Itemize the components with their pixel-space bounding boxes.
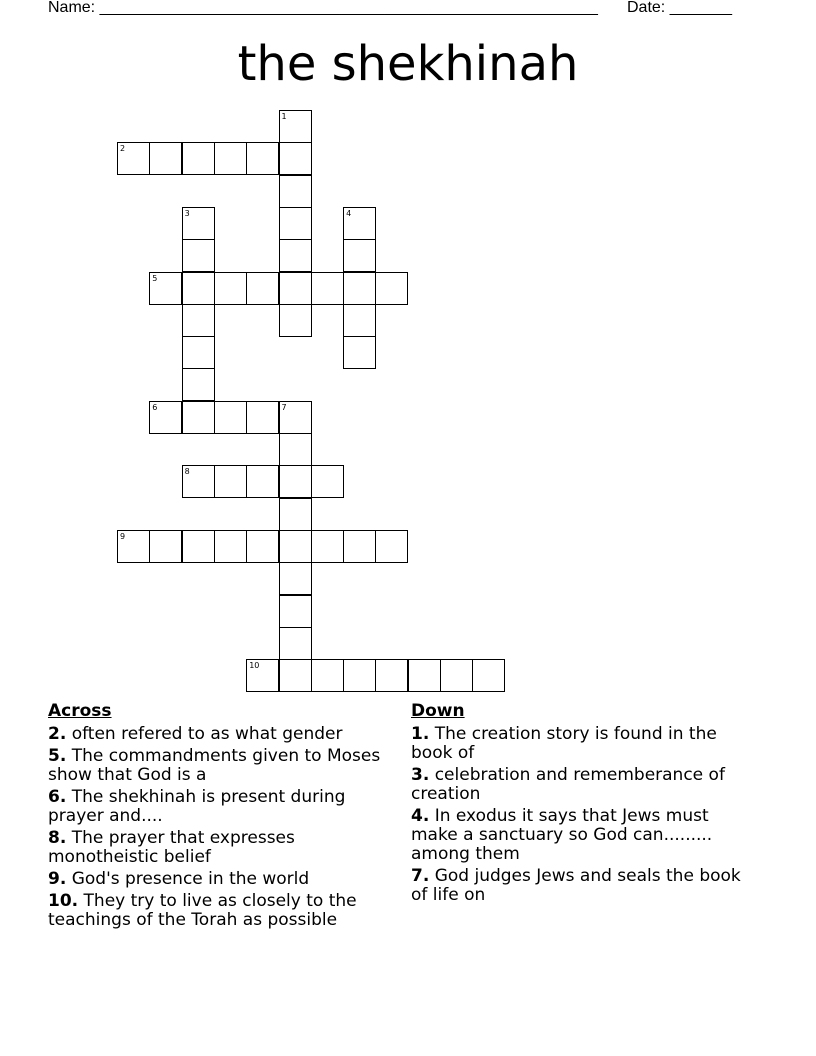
crossword-cell[interactable] (214, 142, 247, 175)
page-title: the shekhinah (237, 36, 579, 92)
cell-number: 7 (281, 402, 287, 412)
crossword-cell[interactable] (214, 272, 247, 305)
crossword-cell[interactable] (375, 530, 408, 563)
down-clue-3 (411, 766, 751, 804)
clue-number: 9. (48, 869, 67, 889)
across-clue-5 (48, 747, 388, 785)
clue-number: 6. (48, 787, 67, 807)
crossword-cell[interactable] (279, 207, 312, 240)
crossword-cell[interactable] (182, 401, 215, 434)
crossword-cell[interactable] (246, 530, 279, 563)
crossword-cell[interactable] (279, 142, 312, 175)
clue-text: The commandments given to Moses show that God is a (48, 746, 381, 785)
down-clues (411, 702, 751, 908)
crossword-cell[interactable] (375, 659, 408, 692)
crossword-cell[interactable] (279, 465, 312, 498)
crossword-cell[interactable] (117, 142, 150, 175)
cell-number: 6 (152, 402, 158, 412)
crossword-cell[interactable] (214, 401, 247, 434)
cell-number: 8 (184, 467, 190, 477)
across-clue-10 (48, 892, 388, 930)
down-clue-1 (411, 725, 751, 763)
crossword-cell[interactable] (343, 304, 376, 337)
crossword-cell[interactable] (343, 272, 376, 305)
crossword-cell[interactable] (149, 530, 182, 563)
clue-text: The creation story is found in the book of (411, 724, 717, 763)
crossword-cell[interactable] (279, 627, 312, 660)
clue-number: 5. (48, 746, 67, 766)
cell-number: 3 (184, 208, 190, 218)
crossword-cell[interactable] (117, 530, 150, 563)
clue-number: 7. (411, 866, 430, 886)
crossword-cell[interactable] (279, 175, 312, 208)
clue-text: The shekhinah is present during prayer and.... (48, 787, 346, 826)
crossword-cell[interactable] (311, 272, 344, 305)
cell-number: 1 (281, 112, 287, 121)
clue-number: 2. (48, 724, 67, 744)
crossword-cell[interactable] (311, 659, 344, 692)
crossword-cell[interactable] (279, 272, 312, 305)
crossword-cell[interactable] (182, 207, 215, 240)
crossword-cell[interactable] (182, 368, 215, 401)
cell-number: 9 (120, 531, 126, 541)
down-heading: Down (411, 701, 465, 721)
cell-number: 2 (120, 144, 126, 154)
clue-text: They try to live as closely to the teachings of the Torah as possible (48, 891, 357, 930)
crossword-cell[interactable] (375, 272, 408, 305)
crossword-cell[interactable] (343, 207, 376, 240)
crossword-cell[interactable] (343, 659, 376, 692)
crossword-cell[interactable] (472, 659, 505, 692)
crossword-cell[interactable] (182, 272, 215, 305)
crossword-cell[interactable] (343, 239, 376, 272)
crossword-cell[interactable] (149, 401, 182, 434)
across-clue-6 (48, 788, 388, 826)
crossword-cell[interactable] (214, 530, 247, 563)
cell-number: 4 (346, 208, 352, 218)
clue-text: celebration and rememberance of creation (411, 765, 725, 804)
clue-text: God's presence in the world (71, 869, 310, 889)
crossword-cell[interactable] (246, 272, 279, 305)
crossword-cell[interactable] (343, 336, 376, 369)
across-clue-8 (48, 829, 388, 867)
crossword-cell[interactable] (440, 659, 473, 692)
clue-text: The prayer that expresses monotheistic belief (48, 828, 295, 867)
crossword-cell[interactable] (182, 142, 215, 175)
crossword-cell[interactable] (279, 562, 312, 595)
crossword-cell[interactable] (279, 110, 312, 143)
crossword-cell[interactable] (182, 239, 215, 272)
crossword-cell[interactable] (311, 465, 344, 498)
crossword-cell[interactable] (279, 595, 312, 628)
across-clue-9 (48, 870, 388, 889)
crossword-cell[interactable] (279, 659, 312, 692)
clue-number: 1. (411, 724, 430, 744)
clue-text: often refered to as what gender (71, 724, 343, 744)
crossword-cell[interactable] (246, 401, 279, 434)
crossword-cell[interactable] (149, 142, 182, 175)
crossword-cell[interactable] (279, 401, 312, 434)
crossword-cell[interactable] (279, 530, 312, 563)
crossword-cell[interactable] (408, 659, 441, 692)
cell-number: 10 (249, 661, 260, 671)
name-field[interactable]: Name: ________________________________________________________ (48, 0, 598, 16)
clue-number: 4. (411, 806, 430, 826)
across-clue-2 (48, 725, 388, 744)
cell-number: 5 (152, 273, 158, 283)
crossword-cell[interactable] (279, 304, 312, 337)
across-heading: Across (48, 701, 112, 721)
date-field[interactable]: Date: _______ (627, 0, 732, 16)
crossword-cell[interactable] (343, 530, 376, 563)
across-clues (48, 702, 388, 933)
crossword-cell[interactable] (214, 465, 247, 498)
clue-number: 8. (48, 828, 67, 848)
down-clue-4 (411, 807, 751, 864)
crossword-cell[interactable] (311, 530, 344, 563)
crossword-cell[interactable] (279, 498, 312, 531)
crossword-cell[interactable] (246, 465, 279, 498)
crossword-cell[interactable] (246, 142, 279, 175)
down-clue-7 (411, 867, 751, 905)
crossword-cell[interactable] (182, 465, 215, 498)
crossword-cell[interactable] (279, 433, 312, 466)
clue-text: In exodus it says that Jews must make a sanctuary so God can......... among them (411, 806, 713, 864)
crossword-cell[interactable] (182, 530, 215, 563)
crossword-cell[interactable] (182, 336, 215, 369)
crossword-cell[interactable] (279, 239, 312, 272)
crossword-cell[interactable] (246, 659, 279, 692)
crossword-cell[interactable] (149, 272, 182, 305)
clue-text: God judges Jews and seals the book of life on (411, 866, 741, 905)
crossword-cell[interactable] (182, 304, 215, 337)
clue-number: 10. (48, 891, 79, 911)
clue-number: 3. (411, 765, 430, 785)
